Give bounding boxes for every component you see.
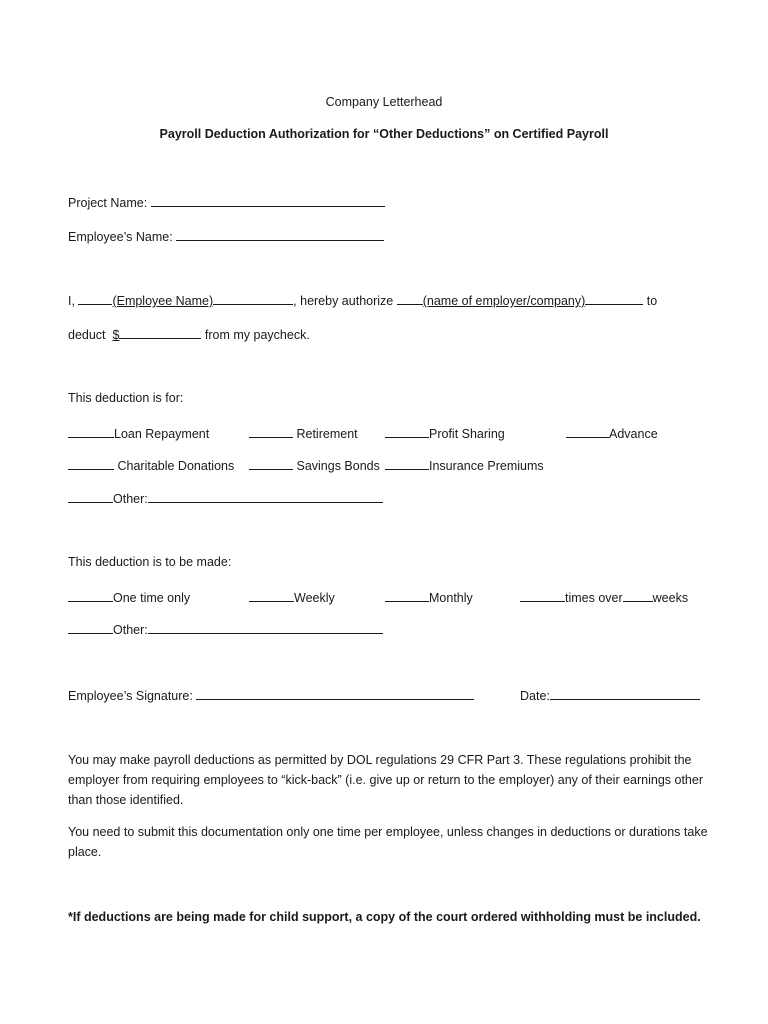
option-label: One time only: [113, 591, 191, 605]
underline-segment: [397, 291, 423, 305]
other-field[interactable]: [148, 620, 383, 634]
from-text: from my paycheck.: [204, 328, 310, 342]
schedule-one-time[interactable]: [68, 588, 190, 605]
checkbox-line[interactable]: [249, 456, 293, 470]
checkbox-line[interactable]: [566, 424, 609, 438]
checkbox-line[interactable]: [385, 588, 429, 602]
employee-name-field[interactable]: [176, 227, 384, 241]
times-over-label: times over: [565, 591, 623, 605]
underline-segment: [585, 291, 643, 305]
option-label: Savings Bonds: [296, 459, 380, 473]
other-label: Other:: [113, 492, 148, 506]
option-advance[interactable]: [566, 424, 658, 441]
checkbox-line[interactable]: [68, 424, 114, 438]
date-field[interactable]: [550, 686, 700, 700]
checkbox-line[interactable]: [249, 424, 293, 438]
dollar-sign: $: [112, 328, 120, 342]
option-label: Advance: [609, 427, 658, 441]
submission-note: You need to submit this documentation only one time per employee, unless changes in deductions or durations take place.: [68, 825, 708, 859]
option-other[interactable]: [68, 489, 383, 506]
deduct-text: deduct: [68, 328, 106, 342]
weeks-count-field[interactable]: [623, 588, 653, 602]
other-field[interactable]: [148, 489, 383, 503]
option-label: Insurance Premiums: [429, 459, 544, 473]
employee-name-label: Employee’s Name:: [68, 230, 173, 244]
signature-row: [68, 686, 474, 703]
option-label: Weekly: [294, 591, 335, 605]
option-profit-sharing[interactable]: [385, 424, 505, 441]
dol-regulations-note: You may make payroll deductions as permitted by DOL regulations 29 CFR Part 3. These regulations prohibit the employer from requiring employees to “kick-back” (i.e. give up or return to the employer) any of their earnings other than those identified.: [68, 753, 704, 807]
option-label: Loan Repayment: [114, 427, 210, 441]
underline-segment: [213, 291, 293, 305]
checkbox-line[interactable]: [68, 588, 113, 602]
weeks-label: weeks: [652, 591, 689, 605]
option-label: Charitable Donations: [117, 459, 235, 473]
letterhead: Company Letterhead: [325, 95, 443, 109]
date-row: [520, 686, 700, 703]
authorization-line: [68, 291, 657, 308]
amount-field[interactable]: [119, 325, 201, 339]
option-retirement[interactable]: [249, 424, 358, 441]
checkbox-line[interactable]: [68, 489, 113, 503]
other-label: Other:: [113, 623, 148, 637]
date-label: Date:: [520, 689, 550, 703]
option-insurance-premiums[interactable]: [385, 456, 544, 473]
hereby-text: , hereby authorize: [293, 294, 394, 308]
schedule-times-over[interactable]: [520, 588, 688, 605]
employee-name-placeholder[interactable]: (Employee Name): [112, 294, 214, 308]
project-name-field[interactable]: [151, 193, 385, 207]
underline-segment: [78, 291, 112, 305]
option-loan-repayment[interactable]: [68, 424, 209, 441]
project-name-label: Project Name:: [68, 196, 148, 210]
auth-prefix: I,: [68, 294, 75, 308]
form-title: Payroll Deduction Authorization for “Other Deductions” on Certified Payroll: [159, 127, 609, 141]
checkbox-line[interactable]: [68, 456, 114, 470]
schedule-weekly[interactable]: [249, 588, 335, 605]
option-label: Retirement: [296, 427, 358, 441]
deduct-amount-line: [68, 325, 310, 342]
project-name-row: [68, 193, 385, 210]
option-savings-bonds[interactable]: [249, 456, 380, 473]
to-text: to: [646, 294, 658, 308]
schedule-heading: This deduction is to be made:: [68, 555, 232, 569]
checkbox-line[interactable]: [68, 620, 113, 634]
checkbox-line[interactable]: [385, 424, 429, 438]
signature-field[interactable]: [196, 686, 474, 700]
employee-name-row: [68, 227, 384, 244]
option-charitable-donations[interactable]: [68, 456, 234, 473]
child-support-footnote: *If deductions are being made for child support, a copy of the court ordered withholding must be included.: [68, 910, 701, 924]
checkbox-line[interactable]: [520, 588, 565, 602]
option-label: Monthly: [429, 591, 473, 605]
schedule-monthly[interactable]: [385, 588, 473, 605]
deduction-for-heading: This deduction is for:: [68, 391, 184, 405]
employer-placeholder[interactable]: (name of employer/company): [422, 294, 586, 308]
checkbox-line[interactable]: [249, 588, 294, 602]
signature-label: Employee’s Signature:: [68, 689, 193, 703]
option-label: Profit Sharing: [429, 427, 505, 441]
schedule-other[interactable]: [68, 620, 383, 637]
checkbox-line[interactable]: [385, 456, 429, 470]
